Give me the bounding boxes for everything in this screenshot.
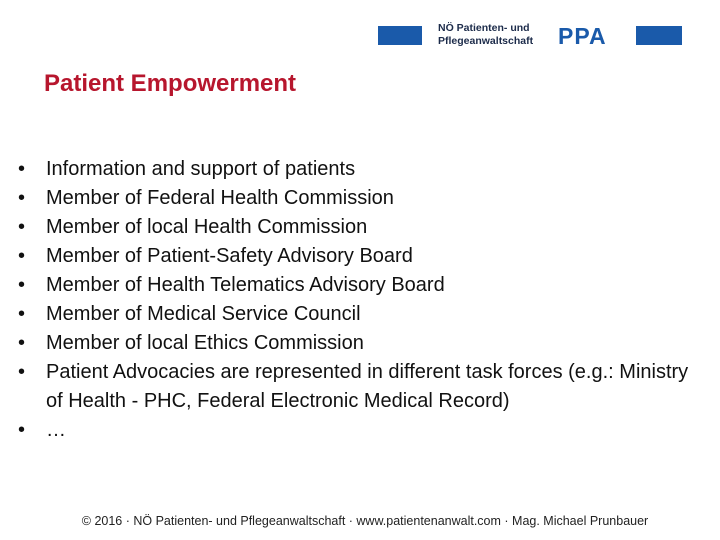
logo-bar-right <box>636 26 682 45</box>
bullet-item: • Member of Health Telematics Advisory Board <box>0 271 700 300</box>
bullet-item: • Patient Advocacies are represented in different task forces (e.g.: Ministry of Health - PHC, Federal Electronic Medical Record) <box>0 358 700 416</box>
logo-bar-left <box>378 26 422 45</box>
bullet-list <box>0 155 700 445</box>
logo <box>378 22 684 52</box>
logo-line-2: Pflegeanwaltschaft <box>438 35 534 47</box>
bullet-item: • Member of local Ethics Commission <box>0 329 700 358</box>
bullet-item: • Member of Federal Health Commission <box>0 184 700 213</box>
logo-line-1: NÖ Patienten- und <box>438 22 530 34</box>
bullet-item: • Information and support of patients <box>0 155 700 184</box>
bullet-item: • … <box>0 416 700 445</box>
bullet-item: • Member of local Health Commission <box>0 213 700 242</box>
footer-text: © 2016 · NÖ Patienten- und Pflegeanwaltschaft · www.patientenanwalt.com · Mag. Michael Prunbauer <box>81 514 649 528</box>
logo-abbreviation: PPA <box>558 23 607 49</box>
footer <box>0 514 720 528</box>
bullet-item: • Member of Patient-Safety Advisory Board <box>0 242 700 271</box>
bullet-item: • Member of Medical Service Council <box>0 300 700 329</box>
logo-text <box>438 22 558 48</box>
slide-title: Patient Empowerment <box>44 70 297 97</box>
